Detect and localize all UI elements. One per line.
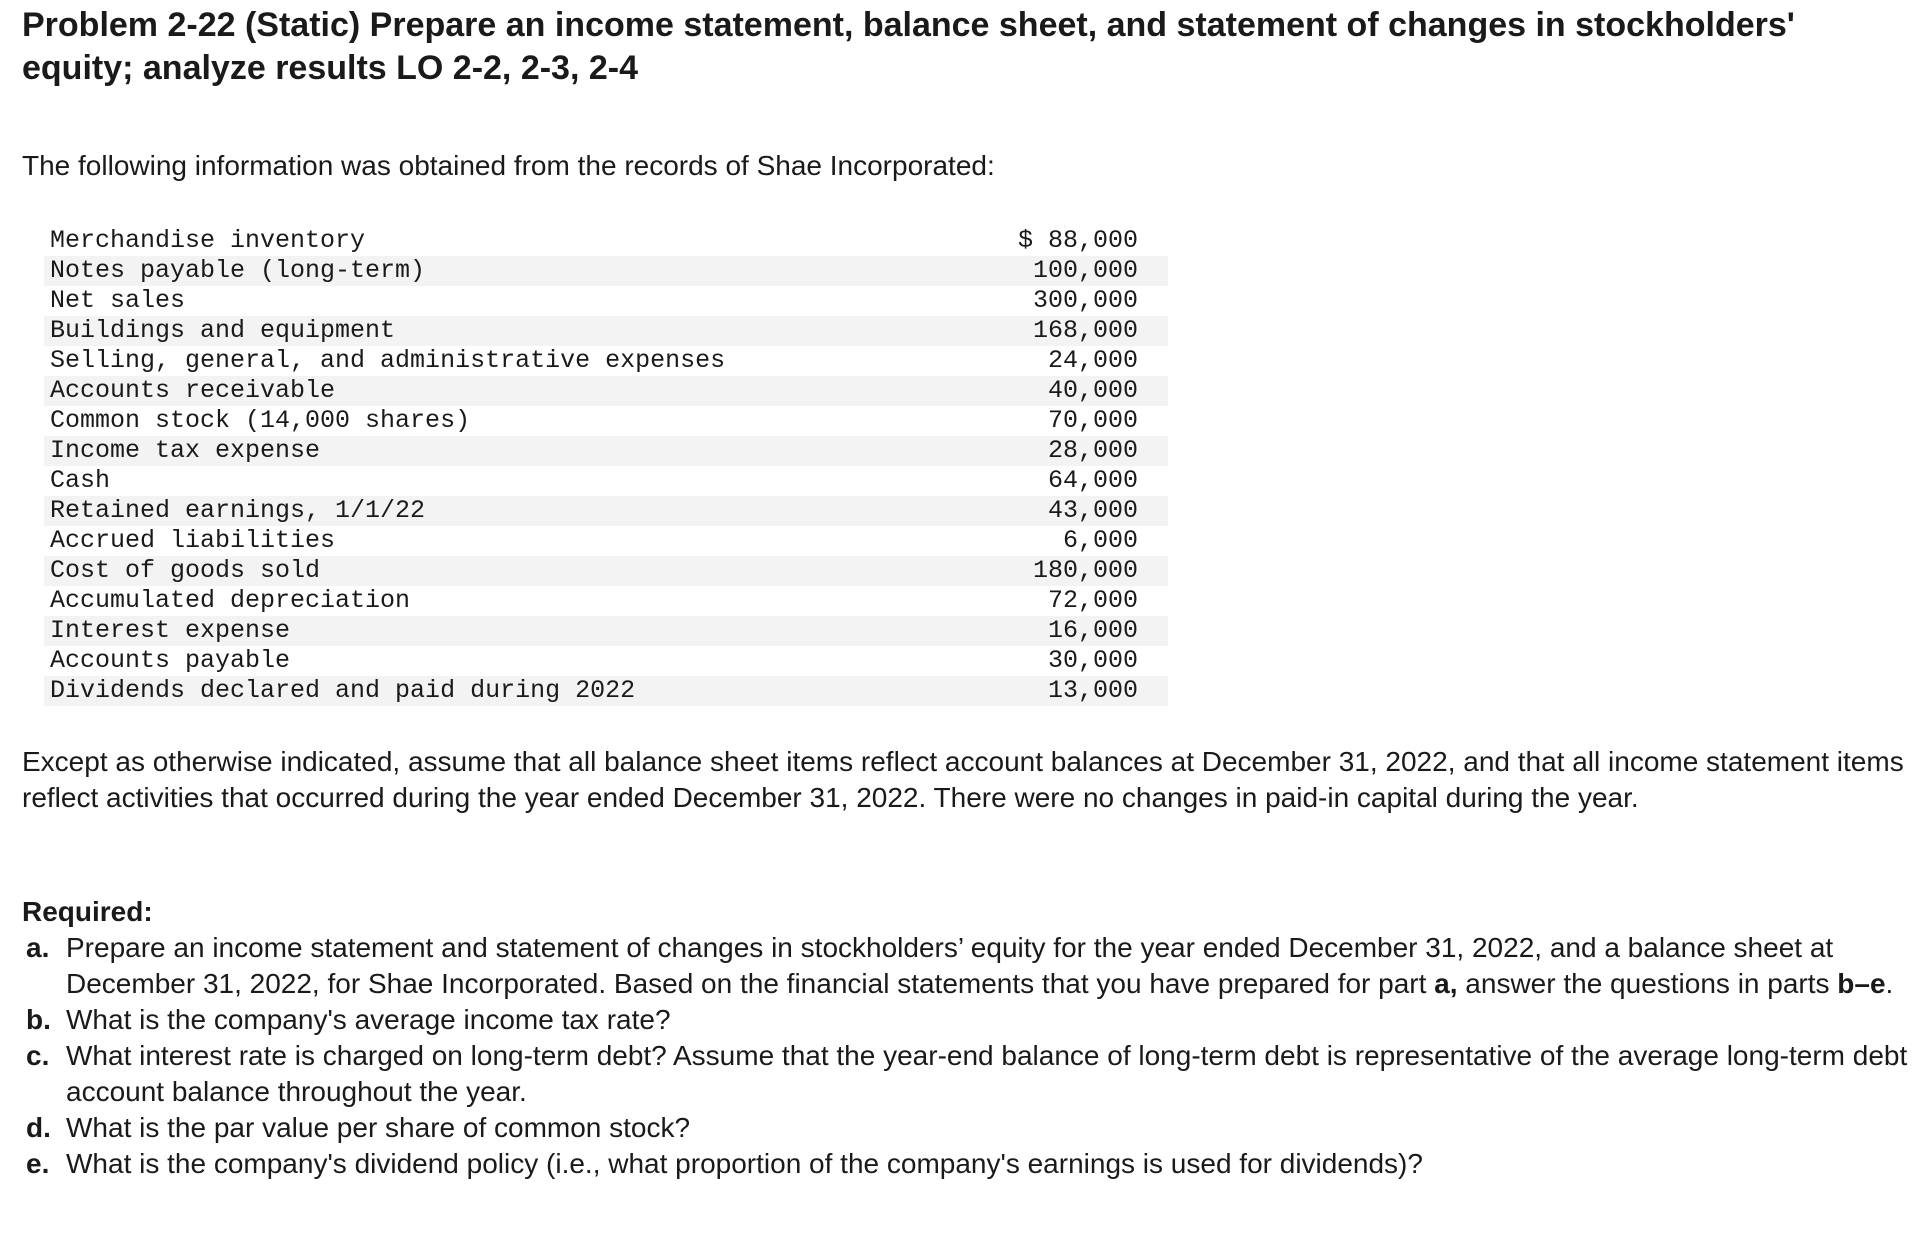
account-amount: 100,000 (966, 256, 1168, 286)
assumption-paragraph: Except as otherwise indicated, assume that all balance sheet items reflect account balances at December 31, 2022, and that all income statement items reflect activities that occurred during the year ended December 31, 2022. There were no changes in paid-in capital during the year. (22, 746, 1904, 813)
required-text: What is the company's average income tax rate? (66, 1004, 671, 1035)
account-amount: 70,000 (1047, 406, 1138, 435)
account-amount: 30,000 (1047, 646, 1138, 675)
account-row (44, 556, 1168, 586)
account-amount: 24,000 (1047, 346, 1138, 375)
account-label: Notes payable (long-term) (44, 256, 966, 286)
required-list (22, 930, 1912, 1182)
required-item-b (26, 1002, 1912, 1038)
required-text: What interest rate is charged on long-term debt? Assume that the year-end balance of long-term debt is representative of the average long-term debt account balance throughout the year. (66, 1040, 1908, 1107)
required-letter: d. (26, 1112, 51, 1143)
account-row (44, 316, 1168, 346)
account-label: Merchandise inventory (50, 226, 366, 255)
required-text: . (1885, 968, 1894, 999)
required-text: Prepare an income statement and statement of changes in stockholders’ equity for the year ended December 31, 2022, and a balance sheet at December 31, 2022, for Shae Incorporated. Based on the financial statements that you have prepared for part (66, 932, 1834, 999)
account-row (44, 616, 1168, 646)
account-amount: 16,000 (966, 616, 1168, 646)
account-label: Interest expense (44, 616, 966, 646)
account-label: Accrued liabilities (50, 526, 336, 555)
account-row (44, 436, 1168, 466)
account-row (44, 286, 1168, 316)
problem-title: Problem 2-22 (Static) Prepare an income statement, balance sheet, and statement of changes in stockholders' equity; analyze results LO 2-2, 2-3, 2-4 (22, 6, 1795, 87)
required-text: What is the par value per share of common stock? (66, 1112, 691, 1143)
account-row (44, 256, 1168, 286)
account-row (44, 406, 1168, 436)
required-letter: c. (26, 1040, 50, 1071)
required-letter: e. (26, 1148, 50, 1179)
account-row (44, 496, 1168, 526)
account-label: Income tax expense (44, 436, 966, 466)
account-row (44, 226, 1168, 256)
account-amount: 13,000 (966, 676, 1168, 706)
account-amount: 6,000 (1062, 526, 1138, 555)
required-text: What is the company's dividend policy (i.e., what proportion of the company's earnings is used for dividends)? (66, 1148, 1423, 1179)
required-heading: Required: (22, 896, 153, 927)
account-amount: 180,000 (966, 556, 1168, 586)
account-row (44, 346, 1168, 376)
required-bold-part: a, (1434, 968, 1458, 999)
required-item-e (26, 1146, 1912, 1182)
account-label: Cash (50, 466, 111, 495)
account-row (44, 646, 1168, 676)
account-row (44, 526, 1168, 556)
account-amount: 40,000 (966, 376, 1168, 406)
account-amount: 72,000 (1047, 586, 1138, 615)
required-bold-part: b–e (1837, 968, 1886, 999)
account-label: Dividends declared and paid during 2022 (44, 676, 966, 706)
intro-text: The following information was obtained from the records of Shae Incorporated: (22, 150, 995, 181)
required-section (22, 894, 1912, 1182)
account-label: Accounts receivable (44, 376, 966, 406)
problem-page (22, 0, 1912, 1179)
account-label: Selling, general, and administrative expenses (50, 346, 726, 375)
required-item-d (26, 1110, 1912, 1146)
account-label: Common stock (14,000 shares) (50, 406, 471, 435)
account-row (44, 376, 1168, 406)
account-label: Cost of goods sold (44, 556, 966, 586)
account-label: Accounts payable (50, 646, 291, 675)
account-amount: 28,000 (966, 436, 1168, 466)
account-label: Retained earnings, 1/1/22 (44, 496, 966, 526)
account-label: Net sales (50, 286, 186, 315)
account-amount: 168,000 (966, 316, 1168, 346)
account-data-table (44, 226, 1168, 706)
account-row (44, 586, 1168, 616)
required-item-a (26, 930, 1912, 1002)
account-label: Accumulated depreciation (50, 586, 411, 615)
account-amount: 64,000 (1047, 466, 1138, 495)
account-label: Buildings and equipment (44, 316, 966, 346)
account-row (44, 676, 1168, 706)
required-letter: b. (26, 1004, 51, 1035)
required-text: answer the questions in parts (1457, 968, 1838, 999)
account-row (44, 466, 1168, 496)
account-amount: 300,000 (1032, 286, 1138, 315)
required-item-c (26, 1038, 1912, 1110)
account-amount: 43,000 (966, 496, 1168, 526)
account-amount: $ 88,000 (1017, 226, 1138, 255)
required-letter: a. (26, 932, 50, 963)
